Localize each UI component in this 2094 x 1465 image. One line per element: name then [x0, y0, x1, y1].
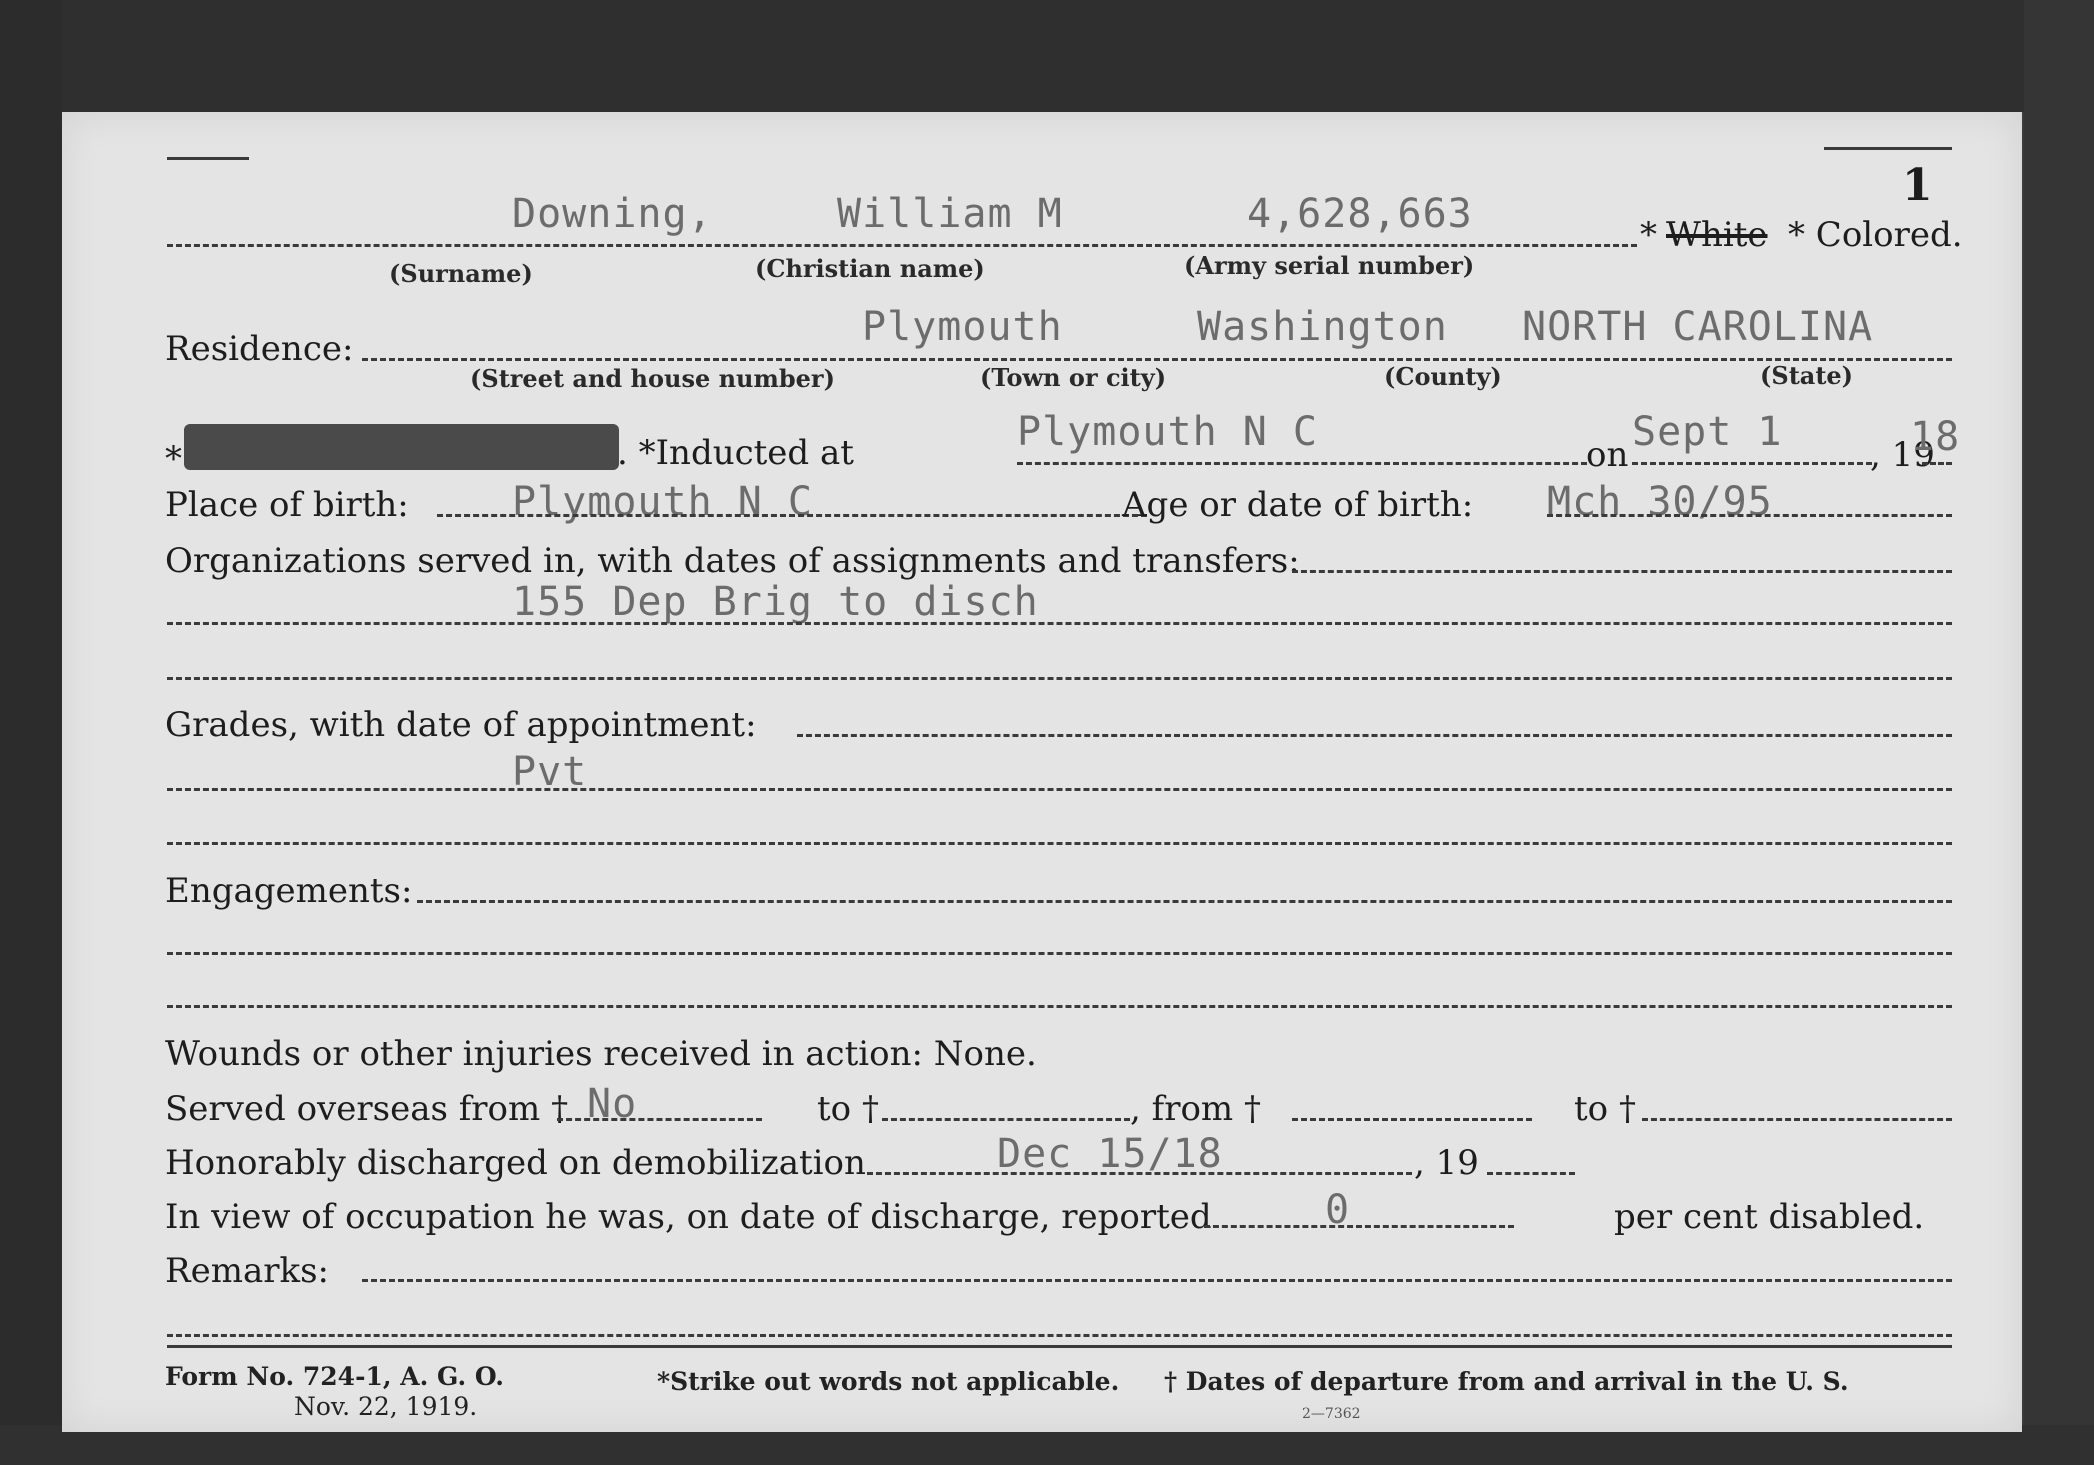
label-christian-name: (Christian name) [755, 254, 985, 283]
scan-background-right [2024, 0, 2094, 1465]
induction-year-prefix: , 19 [1870, 435, 1935, 475]
grades-line-2 [167, 788, 1952, 791]
overseas-to2-label: to † [1574, 1089, 1636, 1129]
induction-year: 18 [1910, 414, 1961, 460]
disability-line [1204, 1225, 1514, 1228]
label-surname: (Surname) [389, 259, 533, 288]
overseas-to-line [882, 1118, 1130, 1121]
race-white-struck: White [1666, 215, 1768, 255]
card-number: 1 [1902, 160, 1933, 211]
inducted-label: . *Inducted at [617, 433, 854, 473]
discharge-label: Honorably discharged on demobilization [165, 1143, 866, 1183]
inducted-line [1017, 462, 1587, 465]
serial-number-value: 4,628,663 [1247, 191, 1473, 237]
overseas-from2-label: , from † [1130, 1089, 1261, 1129]
place-of-birth-line [437, 514, 1147, 517]
strike-note: *Strike out words not applicable. [657, 1367, 1120, 1396]
engagements-line-1 [417, 900, 1952, 903]
grades-value: Pvt [512, 749, 588, 795]
residence-state: NORTH CAROLINA [1522, 304, 1874, 350]
place-of-birth-label: Place of birth: [165, 485, 409, 525]
engagements-label: Engagements: [165, 871, 413, 911]
engagements-line-3 [167, 1005, 1952, 1008]
wounds-label: Wounds or other injuries received in action: None. [165, 1034, 1037, 1074]
grades-line-3 [167, 842, 1952, 845]
overseas-to-label: to † [817, 1089, 879, 1129]
residence-line [362, 358, 1952, 361]
disability-value: 0 [1325, 1187, 1351, 1233]
scan-background-top [0, 0, 2094, 112]
overseas-to2-line [1642, 1118, 1952, 1121]
top-right-rule [1824, 147, 1952, 150]
label-street: (Street and house number) [470, 364, 835, 393]
service-record-card [62, 112, 2022, 1432]
form-number: Form No. 724-1, A. G. O. [165, 1362, 504, 1391]
engagements-line-2 [167, 952, 1952, 955]
header-line [167, 244, 1637, 247]
disability-label: In view of occupation he was, on date of discharge, reported [165, 1197, 1212, 1237]
overseas-from2-line [1292, 1118, 1532, 1121]
remarks-line-1 [362, 1279, 1952, 1282]
remarks-label: Remarks: [165, 1251, 329, 1291]
surname-value: Downing, [512, 191, 713, 237]
discharge-line [867, 1172, 1412, 1175]
race-colored: * Colored. [1788, 215, 1963, 255]
grades-label: Grades, with date of appointment: [165, 705, 757, 745]
inducted-place: Plymouth N C [1017, 409, 1318, 455]
redacted-enlistment-options [184, 424, 619, 470]
organizations-line-2 [167, 622, 1952, 625]
discharge-year-prefix: , 19 [1414, 1143, 1479, 1183]
dates-note: † Dates of departure from and arrival in the U. S. [1164, 1367, 1849, 1396]
form-date: Nov. 22, 1919. [294, 1392, 478, 1421]
remarks-line-2 [167, 1334, 1952, 1337]
overseas-value: No [587, 1081, 638, 1127]
residence-label: Residence: [165, 329, 354, 369]
induction-date: Sept 1 [1632, 409, 1783, 455]
place-of-birth-value: Plymouth N C [512, 479, 813, 525]
residence-county: Washington [1197, 304, 1448, 350]
label-state: (State) [1760, 361, 1854, 390]
top-left-rule [167, 157, 249, 160]
date-of-birth-value: Mch 30/95 [1547, 479, 1773, 525]
race-sep: * [1640, 215, 1657, 255]
grades-line-1 [797, 734, 1952, 737]
print-code: 2—7362 [1302, 1406, 1361, 1422]
overseas-label: Served overseas from † [165, 1089, 569, 1129]
discharge-date: Dec 15/18 [997, 1131, 1223, 1177]
label-serial-number: (Army serial number) [1184, 251, 1475, 280]
residence-town: Plymouth [862, 304, 1063, 350]
date-of-birth-line [1547, 514, 1952, 517]
organizations-line-3 [167, 677, 1952, 680]
organizations-label: Organizations served in, with dates of assignments and transfers: [165, 541, 1300, 581]
discharge-year-line [1487, 1172, 1575, 1175]
on-label: on [1586, 435, 1629, 475]
disability-suffix: per cent disabled. [1614, 1197, 1925, 1237]
label-county: (County) [1384, 362, 1502, 391]
scan-background-left [0, 0, 62, 1465]
age-label: Age or date of birth: [1122, 485, 1474, 525]
overseas-from-line [557, 1118, 762, 1121]
organizations-line-1 [1292, 570, 1952, 573]
enlisted-asterisk: * [165, 439, 182, 479]
christian-name-value: William M [837, 191, 1063, 237]
induction-year-line [1922, 462, 1952, 465]
label-town: (Town or city) [980, 363, 1167, 392]
organizations-value: 155 Dep Brig to disch [512, 579, 1039, 625]
induction-date-line [1632, 462, 1872, 465]
footer-rule [167, 1345, 1952, 1348]
